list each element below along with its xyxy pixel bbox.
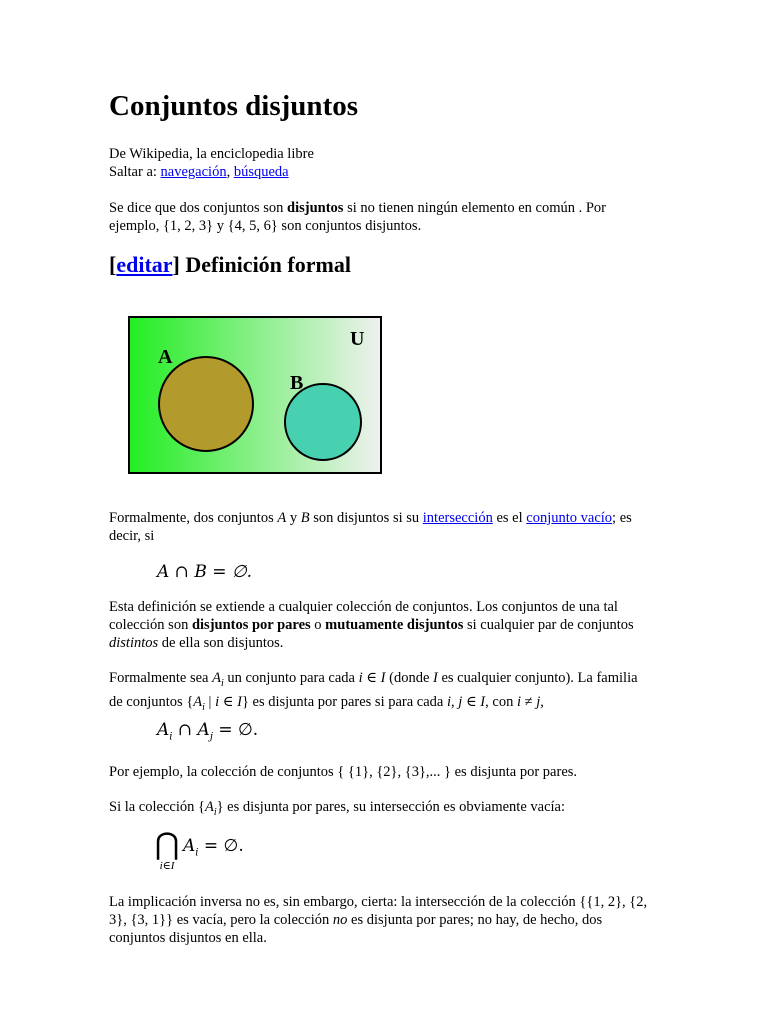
fam-var: i (447, 693, 452, 710)
family-paragraph (109, 669, 649, 717)
venn-diagram (128, 316, 384, 476)
fam-text: , (540, 693, 544, 710)
fam-var: I (480, 693, 486, 710)
fam-var: A (212, 670, 221, 686)
big-cap-index: i∈I (159, 860, 175, 872)
formal-text-2: y (286, 510, 301, 526)
extension-paragraph (109, 598, 649, 652)
eq2-var: A (157, 720, 170, 740)
fam-var: j (536, 693, 541, 710)
fam-text: ∈ (219, 693, 238, 710)
ext-italic: distintos (109, 635, 159, 651)
formal-text-4: es el (492, 510, 527, 526)
jump-prefix: Saltar a: (109, 164, 161, 180)
fam-text: , con (485, 693, 517, 710)
fam-text: , (451, 693, 459, 710)
label-a: A (158, 346, 173, 368)
eq3-end: = ∅. (198, 836, 244, 856)
intro-text-2: si no tienen ningún elemento en común . Por ejemplo, {1, 2, 3} y {4, 5, 6} son conjuntos disjuntos. (109, 200, 607, 234)
eq3-var: A (183, 836, 196, 856)
equation-1: A ∩ B = ∅. (157, 562, 253, 582)
search-link[interactable]: búsqueda (233, 164, 289, 180)
fam-text: Formalmente sea (109, 670, 213, 686)
section-title: Definición formal (179, 252, 351, 277)
ext-text-4: de ella son disjuntos. (158, 635, 284, 651)
eq3-sub: i (195, 847, 199, 859)
ext-bold-1: disjuntos por pares (191, 617, 311, 633)
intro-bold-term: disjuntos (287, 200, 344, 216)
example-paragraph: Por ejemplo, la colección de conjuntos { {1}, {2}, {3},... } es disjunta por pares. (109, 764, 578, 780)
source-line: De Wikipedia, la enciclopedia libre (109, 146, 314, 162)
eq2-sub: j (209, 731, 213, 743)
if-paragraph (109, 798, 669, 822)
fam-var: i (215, 693, 220, 710)
fam-sub: i (202, 701, 205, 713)
intro-text-1: Se dice que dos conjuntos son (109, 200, 288, 216)
label-b: B (290, 372, 304, 394)
fam-text: } es disjunta por pares si para cada (241, 693, 447, 710)
jump-links (109, 163, 669, 181)
var-b: B (300, 510, 310, 526)
empty-set-link[interactable]: conjunto vacío (526, 510, 613, 526)
fam-var: I (433, 670, 438, 686)
fam-text: ∈ (362, 670, 381, 686)
fam-text: ≠ (520, 693, 537, 710)
intersection-link[interactable]: intersección (422, 510, 493, 526)
last-text-1: La implicación inversa no es, sin embargo, cierta: la intersección de la colección {{1, 2}, {2, 3}, {3, 1}} es vacía, pero la colección (109, 894, 648, 928)
var-a: A (277, 510, 287, 526)
fam-var: A (193, 693, 203, 710)
eq2-sub: i (169, 731, 173, 743)
set-b-circle (285, 384, 361, 460)
last-italic: no (332, 912, 348, 928)
formal-paragraph (109, 509, 665, 545)
fam-var: j (458, 693, 463, 710)
section-heading (109, 252, 351, 278)
equation-3 (183, 836, 244, 858)
fam-text: (donde (385, 670, 433, 686)
if-sub: i (213, 806, 217, 818)
intro-paragraph (109, 199, 654, 235)
formal-text-1: Formalmente, dos conjuntos (109, 510, 278, 526)
fam-text: | (204, 693, 216, 710)
fam-var: I (237, 693, 242, 710)
ext-text-2: o (310, 617, 326, 633)
equation-2 (157, 720, 258, 742)
fam-var: i (516, 693, 521, 710)
fam-var: i (358, 670, 363, 686)
bracket-close: ] (172, 252, 180, 277)
set-a-circle (159, 357, 253, 451)
edit-link[interactable]: editar (116, 252, 173, 277)
jump-separator: , (226, 164, 234, 180)
formal-text-5: ; es decir, si (109, 510, 632, 544)
fam-var: I (380, 670, 386, 686)
fam-text: es cualquier conjunto). La familia de conjuntos { (109, 670, 638, 710)
last-text-2: es disjunta por pares; no hay, de hecho, dos conjuntos disjuntos en ella. (109, 912, 603, 946)
eq2-var: A (197, 720, 210, 740)
page-title: Conjuntos disjuntos (109, 90, 359, 122)
eq2-op: ∩ (172, 720, 198, 740)
ext-text-3: si cualquier par de conjuntos (463, 617, 634, 633)
formal-text-3: son disjuntos si su (309, 510, 423, 526)
fam-sub: i (220, 677, 224, 689)
fam-text: un conjunto para cada (223, 670, 359, 686)
if-text-1: Si la colección { (109, 799, 205, 815)
last-paragraph (109, 893, 661, 947)
label-u: U (350, 328, 365, 350)
fam-text: ∈ (462, 693, 481, 710)
if-text-2: } es disjunta por pares, su intersección es obviamente vacía: (216, 799, 565, 815)
ext-bold-2: mutuamente disjuntos (325, 617, 464, 633)
big-cap-symbol: ⋂ (154, 827, 180, 862)
navigation-link[interactable]: navegación (160, 164, 227, 180)
ext-text-1: Esta definición se extiende a cualquier colección de conjuntos. Los conjuntos de una tal colección son (109, 599, 618, 633)
bracket-open: [ (109, 252, 117, 277)
big-intersection (154, 827, 180, 872)
eq2-end: = ∅. (212, 720, 259, 740)
if-var: A (204, 799, 214, 815)
